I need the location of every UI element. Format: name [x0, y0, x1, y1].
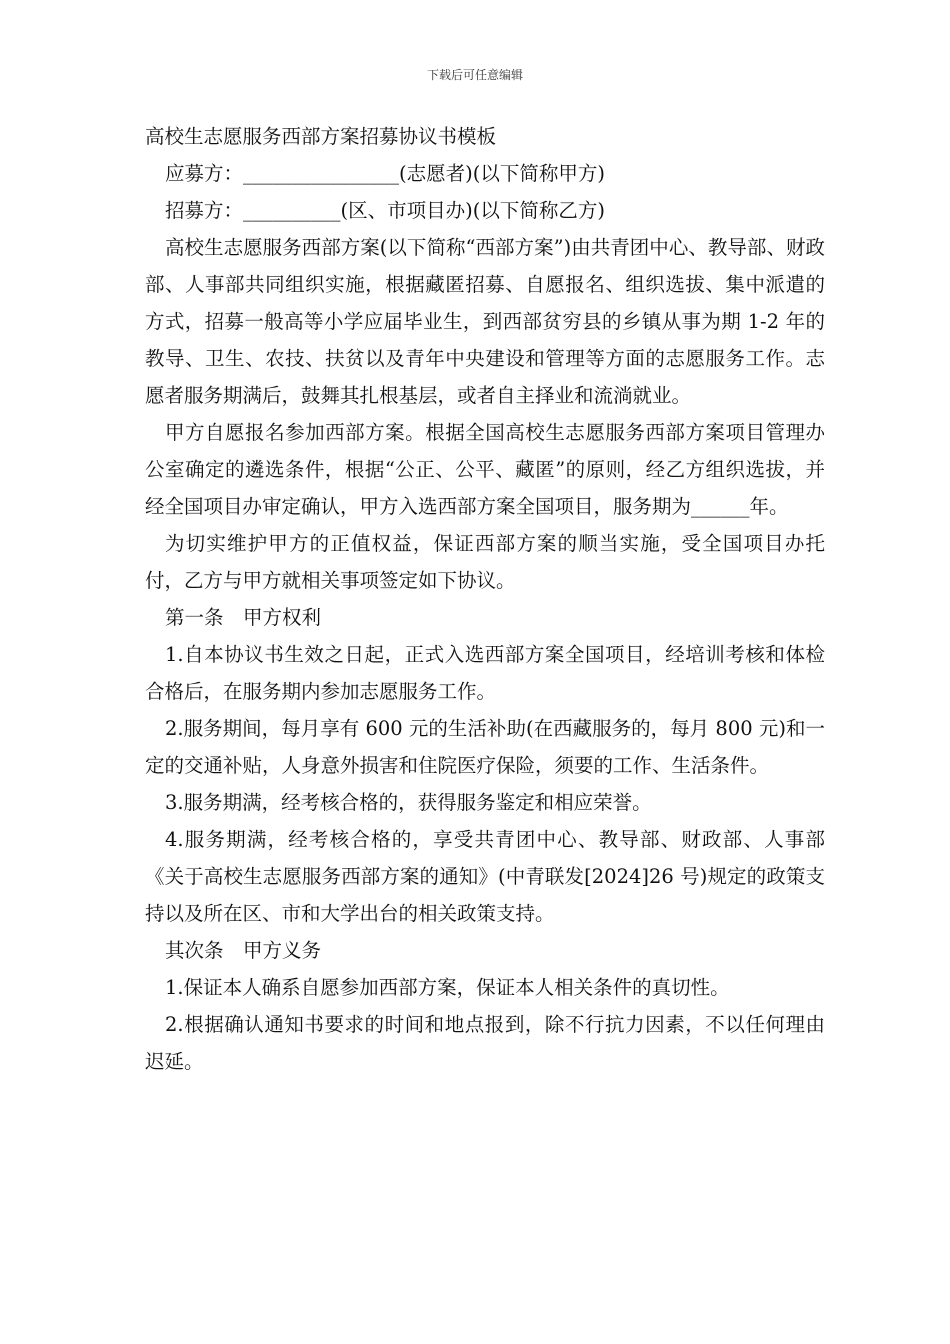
paragraph-right-4: 4.服务期满，经考核合格的，享受共青团中心、教导部、财政部、人事部《关于高校生志愿服务西部方案的通知》(中青联发[2024]26 号)规定的政策支持以及所在区、市和大学出台的相关政策支持。 [145, 828, 825, 925]
paragraph-purpose: 为切实维护甲方的正值权益，保证西部方案的顺当实施，受全国项目办托付，乙方与甲方就相关事项签定如下协议。 [145, 532, 825, 592]
document-title: 高校生志愿服务西部方案招募协议书模板 [145, 125, 497, 148]
paragraph-duty-2: 2.根据确认通知书要求的时间和地点报到，除不行抗力因素，不以任何理由迟延。 [145, 1013, 825, 1073]
paragraph-selection: 甲方自愿报名参加西部方案。根据全国高校生志愿服务西部方案项目管理办公室确定的遴选条件，根据“公正、公平、藏匿”的原则，经乙方组织选拔，并经全国项目办审定确认，甲方入选西部方案全国项目，服务期为______年。 [145, 421, 825, 518]
section-heading-duties: 其次条 甲方义务 [165, 939, 322, 962]
paragraph-right-3: 3.服务期满，经考核合格的，获得服务鉴定和相应荣誉。 [165, 791, 652, 814]
paragraph-recruiter: 招募方：__________(区、市项目办)(以下简称乙方) [165, 199, 605, 222]
paragraph-applicant: 应募方：________________(志愿者)(以下简称甲方) [165, 162, 605, 185]
header-note: 下载后可任意编辑 [426, 68, 523, 82]
paragraph-right-2: 2.服务期间，每月享有 600 元的生活补助(在西藏服务的，每月 800 元)和一定的交通补贴，人身意外损害和住院医疗保险，须要的工作、生活条件。 [145, 717, 825, 777]
document-body [145, 118, 825, 1080]
paragraph-right-1: 1.自本协议书生效之日起，正式入选西部方案全国项目，经培训考核和体检合格后，在服务期内参加志愿服务工作。 [145, 643, 825, 703]
paragraph-duty-1: 1.保证本人确系自愿参加西部方案，保证本人相关条件的真切性。 [165, 976, 730, 999]
paragraph-intro: 高校生志愿服务西部方案(以下简称“西部方案”)由共青团中心、教导部、财政部、人事部共同组织实施，根据藏匿招募、自愿报名、组织选拔、集中派遣的方式，招募一般高等小学应届毕业生，到西部贫穷县的乡镇从事为期 1-2 年的教导、卫生、农技、扶贫以及青年中央建设和管理等方面的志愿服务工作。志愿者服务期满后，鼓舞其扎根基层，或者自主择业和流淌就业。 [145, 236, 825, 407]
section-heading-rights: 第一条 甲方权利 [165, 606, 322, 629]
